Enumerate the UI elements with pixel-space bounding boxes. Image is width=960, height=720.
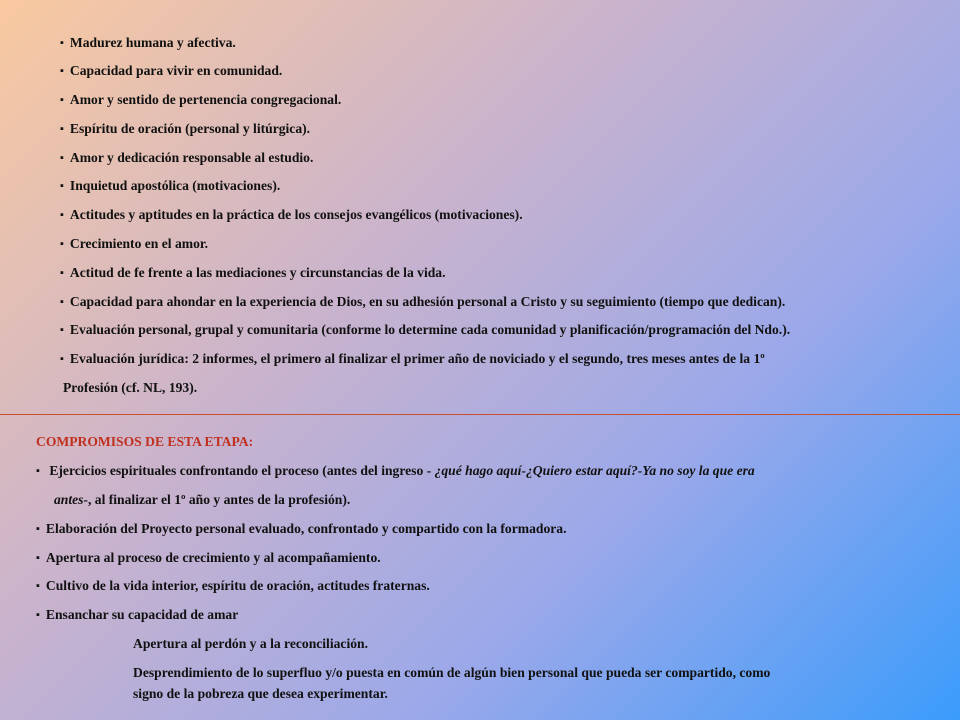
- list-item: ▪ Amor y sentido de pertenencia congregacional.: [60, 92, 341, 109]
- ex-prefix: Ejercicios espirituales confrontando el proceso (antes del ingreso -: [49, 463, 435, 478]
- list-item: [36, 463, 755, 480]
- list-item-continuation: Profesión (cf. NL, 193).: [63, 380, 198, 395]
- list-item: ▪ Actitudes y aptitudes en la práctica de los consejos evangélicos (motivaciones).: [60, 207, 523, 224]
- list-item: ▪ Madurez humana y afectiva.: [60, 35, 236, 52]
- list-item: ▪ Ensanchar su capacidad de amar: [36, 607, 238, 624]
- list-item: ▪ Capacidad para vivir en comunidad.: [60, 63, 282, 80]
- sub-item: Desprendimiento de lo superfluo y/o puesta en común de algún bien personal que pueda ser compartido, como: [133, 665, 771, 680]
- sub-item: Apertura al perdón y a la reconciliación.: [133, 636, 368, 651]
- list-item: ▪ Elaboración del Proyecto personal evaluado, confrontado y compartido con la formadora.: [36, 521, 566, 538]
- section-divider: [0, 414, 960, 415]
- list-item: ▪ Actitud de fe frente a las mediaciones y circunstancias de la vida.: [60, 265, 445, 282]
- list-item: ▪ Apertura al proceso de crecimiento y al acompañamiento.: [36, 550, 381, 567]
- list-item: ▪ Evaluación jurídica: 2 informes, el primero al finalizar el primer año de noviciado y el segundo, tres meses antes de la 1º: [60, 351, 765, 368]
- list-item: ▪ Crecimiento en el amor.: [60, 236, 208, 253]
- list-item: ▪ Cultivo de la vida interior, espíritu de oración, actitudes fraternas.: [36, 578, 430, 595]
- sub-item-continuation: signo de la pobreza que desea experimentar.: [133, 686, 388, 701]
- list-item: ▪ Espíritu de oración (personal y litúrgica).: [60, 121, 310, 138]
- list-item: ▪ Amor y dedicación responsable al estudio.: [60, 150, 313, 167]
- ex-italic-before: antes-: [54, 492, 88, 507]
- list-item: ▪ Evaluación personal, grupal y comunitaria (conforme lo determine cada comunidad y planificación/programación del Ndo.).: [60, 322, 790, 339]
- ex-suffix: , al finalizar el 1º año y antes de la profesión).: [87, 492, 351, 507]
- ex-italic-questions: ¿qué hago aquí-¿Quiero estar aquí?-Ya no soy la que era: [434, 463, 755, 478]
- list-item: ▪ Capacidad para ahondar en la experiencia de Dios, en su adhesión personal a Cristo y su seguimiento (tiempo que dedican).: [60, 294, 785, 311]
- list-item-continuation: [54, 492, 350, 508]
- list-item: ▪ Inquietud apostólica (motivaciones).: [60, 178, 280, 195]
- section-heading: COMPROMISOS DE ESTA ETAPA:: [36, 434, 254, 449]
